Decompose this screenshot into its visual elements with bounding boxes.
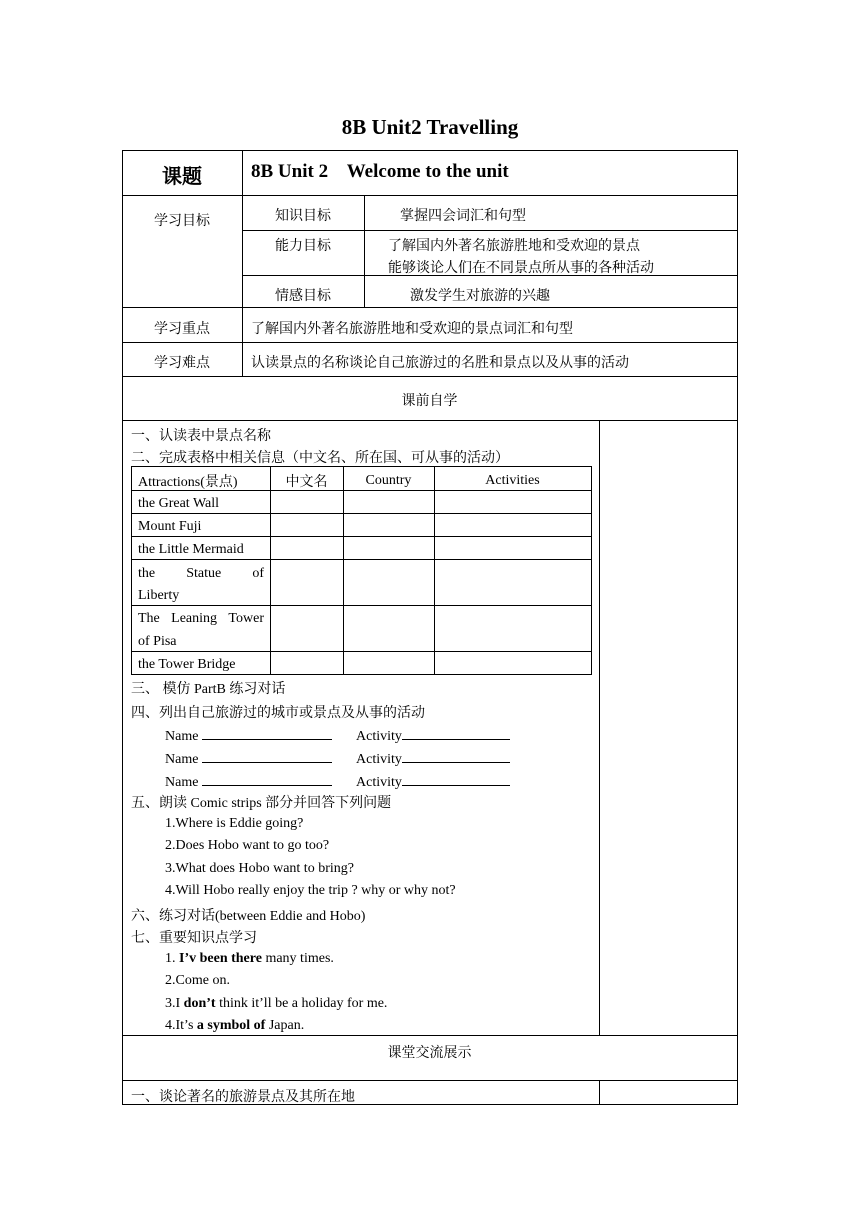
activity-blank-3[interactable]	[402, 771, 510, 786]
col-header-chinese-name: 中文名	[285, 475, 328, 490]
attraction-statue-line-2: Liberty	[138, 588, 180, 603]
objective-type-emotion: 情感目标	[275, 289, 331, 304]
col-header-country: Country	[365, 473, 412, 488]
name-blank-2[interactable]	[202, 748, 332, 763]
col-header-activities: Activities	[485, 473, 540, 488]
attraction-tower-bridge: the Tower Bridge	[138, 657, 236, 672]
preclass-task-2: 二、完成表格中相关信息（中文名、所在国、可从事的活动）	[131, 451, 509, 466]
preclass-heading: 课前自学	[401, 394, 458, 409]
key-point-2: 2.Come on.	[165, 973, 230, 988]
name-blank-1[interactable]	[202, 725, 332, 740]
objective-type-ability: 能力目标	[275, 239, 331, 254]
objective-ability-line-1: 了解国内外著名旅游胜地和受欢迎的景点	[388, 239, 640, 254]
question-2: 2.Does Hobo want to go too?	[165, 838, 330, 853]
inclass-heading: 课堂交流展示	[387, 1046, 472, 1061]
preclass-task-6: 六、练习对话(between Eddie and Hobo)	[131, 909, 366, 924]
difficulties-text: 认读景点的名称谈论自己旅游过的名胜和景点以及从事的活动	[251, 356, 629, 371]
key-point-1: 1. I’v been there many times.	[165, 951, 334, 966]
lesson-title: 8B Unit 2 Welcome to the unit	[251, 161, 509, 182]
activity-row-3: Activity	[356, 771, 510, 791]
name-activity-row-3: Name	[165, 771, 332, 791]
name-activity-row-1: Name	[165, 725, 332, 745]
preclass-task-1: 一、认读表中景点名称	[131, 429, 271, 444]
objective-emotion-text: 激发学生对旅游的兴趣	[410, 289, 550, 304]
activity-blank-2[interactable]	[402, 748, 510, 763]
objective-type-knowledge: 知识目标	[275, 209, 331, 224]
question-1: 1.Where is Eddie going?	[165, 816, 304, 831]
activity-blank-1[interactable]	[402, 725, 510, 740]
question-4: 4.Will Hobo really enjoy the trip ? why or why not?	[165, 883, 456, 898]
objective-ability-line-2: 能够谈论人们在不同景点所从事的各种活动	[388, 261, 654, 276]
key-point-3: 3.I don’t think it’ll be a holiday for me.	[165, 996, 388, 1011]
preclass-task-4: 四、列出自己旅游过的城市或景点及从事的活动	[131, 706, 425, 721]
document-title: 8B Unit2 Travelling	[341, 115, 519, 139]
question-3: 3.What does Hobo want to bring?	[165, 861, 354, 876]
attraction-mount-fuji: Mount Fuji	[138, 519, 202, 534]
attraction-little-mermaid: the Little Mermaid	[138, 542, 244, 557]
difficulties-label: 学习难点	[154, 356, 210, 371]
attraction-great-wall: the Great Wall	[138, 496, 220, 511]
activity-row-1: Activity	[356, 725, 510, 745]
name-activity-row-2: Name	[165, 748, 332, 768]
attraction-statue-line-1: the Statue of	[138, 566, 264, 581]
preclass-task-5: 五、朗读 Comic strips 部分并回答下列问题	[131, 796, 392, 811]
name-blank-3[interactable]	[202, 771, 332, 786]
header-label: 课题	[162, 164, 202, 188]
attraction-pisa-line-1: The Leaning Tower	[138, 611, 264, 626]
preclass-task-3: 三、 模仿 PartB 练习对话	[131, 682, 286, 697]
activity-row-2: Activity	[356, 748, 510, 768]
inclass-task-1: 一、谈论著名的旅游景点及其所在地	[131, 1090, 355, 1105]
preclass-task-7: 七、重要知识点学习	[131, 931, 257, 946]
objectives-label: 学习目标	[154, 214, 210, 229]
key-points-label: 学习重点	[154, 322, 210, 337]
key-point-4: 4.It’s a symbol of Japan.	[165, 1018, 305, 1033]
key-points-text: 了解国内外著名旅游胜地和受欢迎的景点词汇和句型	[251, 322, 573, 337]
objective-knowledge-text: 掌握四会词汇和句型	[400, 209, 526, 224]
attraction-pisa-line-2: of Pisa	[138, 634, 177, 649]
col-header-attractions: Attractions(景点)	[138, 475, 238, 490]
